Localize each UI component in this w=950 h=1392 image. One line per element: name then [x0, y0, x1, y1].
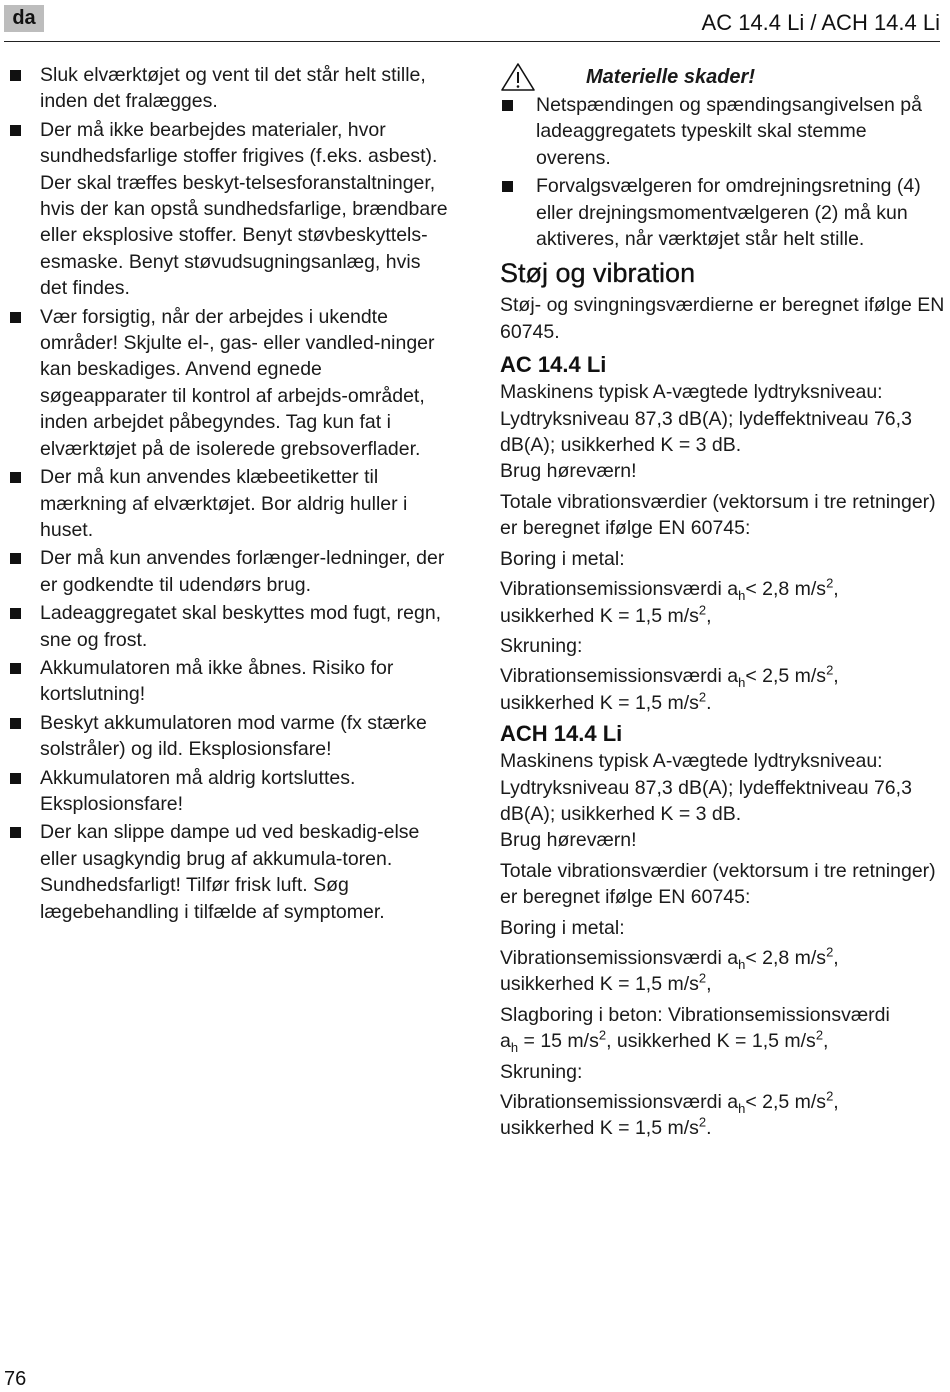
vibration-intro: Totale vibrationsværdier (vektorsum i tre retninger) er beregnet ifølge EN 60745: [500, 859, 936, 909]
list-item: Forvalgsvælgeren for omdrejningsretning (4) eller drejningsmomentvælgeren (2) må kun aktiveres, når værktøjet står helt stille. [500, 173, 945, 252]
noise-values: Lydtryksniveau 87,3 dB(A); lydeffektniveau 76,3 dB(A); usikkerhed K = 3 dB. [500, 776, 912, 825]
warning-header [500, 62, 945, 92]
model-title: AC 14.4 Li / ACH 14.4 Li [701, 10, 940, 35]
noise-intro: Støj- og svingningsværdierne er beregnet ifølge EN 60745. [500, 294, 945, 343]
noise-values: Lydtryksniveau 87,3 dB(A); lydeffektniveau 76,3 dB(A); usikkerhed K = 3 dB. [500, 407, 912, 457]
list-item: Netspændingen og spændingsangivelsen på ladeaggregatets typeskilt skal stemme overens. [500, 92, 945, 171]
list-item: Beskyt akkumulatoren mod varme (fx stærke solstråler) og ild. Eksplosionsfare! [8, 710, 448, 763]
list-item: Sluk elværktøjet og vent til det står helt stille, inden det fralægges. [8, 62, 448, 115]
ear-protection-note: Brug høreværn! [500, 460, 637, 483]
noise-level-intro: Maskinens typisk A-vægtede lydtryksniveau: [500, 381, 883, 404]
subsection-heading-ach: ACH 14.4 Li [500, 721, 623, 747]
warning-bullet-list [500, 92, 945, 252]
drill-metal-label: Boring i metal: [500, 916, 625, 939]
impact-drill-label: Slagboring i beton: Vibrationsemissionsværdi [500, 1003, 890, 1026]
drill-metal-uncertainty: usikkerhed K = 1,5 $m/s^2$, [500, 602, 712, 627]
screw-label: Skruning: [500, 1060, 583, 1083]
list-item: Vær forsigtig, når der arbejdes i ukendte områder! Skjulte el-, gas- eller vandled-ninger kan beskadiges. Anvend egnede søgeapparater til kontrol af arbejds-området, inden arbejdet påbegyndes. Tag kun fat i elværktøjet på de isolerede grebsoverflader. [8, 304, 448, 462]
drill-metal-value: Vibrationsemissionsværdi $a_h< 2,8$ $m/s^2$, [500, 575, 839, 603]
right-column [500, 62, 945, 1146]
screw-uncertainty: usikkerhed K = 1,5 $m/s^2$. [500, 1114, 712, 1140]
list-item: Der må kun anvendes klæbeetiketter til mærkning af elværktøjet. Bor aldrig huller i huset. [8, 464, 448, 543]
header-rule [4, 41, 940, 42]
list-item: Der må ikke bearbejdes materialer, hvor sundhedsfarlige stoffer frigives (f.eks. asbest). Der skal træffes beskyt-telsesforanstaltninger, hvis der kan opstå sundhedsfarlige, brændbare eller eksplosive stoffer. Benyt støvbeskyttels-esmaske. Benyt støvudsugningsanlæg, hvis det findes. [8, 117, 448, 302]
left-column [8, 62, 448, 927]
warning-title: Materielle skader! [586, 65, 755, 88]
screw-value: Vibrationsemissionsværdi $a_h< 2,5$ $m/s^2$, [500, 662, 839, 691]
list-item: Der må kun anvendes forlænger-ledninger, der er godkendte til udendørs brug. [8, 545, 448, 598]
screw-label: Skruning: [500, 634, 583, 657]
list-item: Der kan slippe dampe ud ved beskadig-else eller usagkyndig brug af akkumula-toren. Sundhedsfarligt! Tilfør frisk luft. Søg lægebehandling i tilfælde af symptomer. [8, 819, 448, 925]
vibration-intro: Totale vibrationsværdier (vektorsum i tre retninger) er beregnet ifølge EN 60745: [500, 490, 936, 540]
drill-metal-value: Vibrationsemissionsværdi $a_h< 2,8$ $m/s^2$, [500, 944, 839, 972]
impact-drill-value: $a_h = 15$ $m/s^2$, usikkerhed K = 1,5 $m/s^2$, [500, 1027, 829, 1056]
list-item: Ladeaggregatet skal beskyttes mod fugt, regn, sne og frost. [8, 600, 448, 653]
drill-metal-uncertainty: usikkerhed K = 1,5 $m/s^2$, [500, 970, 712, 996]
list-item: Akkumulatoren må aldrig kortsluttes. Eksplosionsfare! [8, 765, 448, 818]
language-badge: da [4, 5, 44, 32]
drill-metal-label: Boring i metal: [500, 547, 625, 570]
section-title: Støj og vibration [500, 258, 696, 289]
warning-triangle-icon [500, 62, 536, 92]
screw-uncertainty: usikkerhed K = 1,5 $m/s^2$. [500, 689, 712, 714]
page-number: 76 [4, 1368, 27, 1390]
subsection-heading-ac: AC 14.4 Li [500, 352, 607, 378]
screw-value: Vibrationsemissionsværdi $a_h< 2,5$ $m/s^2$, [500, 1088, 839, 1116]
noise-level-intro: Maskinens typisk A-vægtede lydtryksniveau: [500, 750, 883, 773]
ear-protection-note: Brug høreværn! [500, 829, 637, 852]
safety-bullet-list [8, 62, 448, 925]
list-item: Akkumulatoren må ikke åbnes. Risiko for kortslutning! [8, 655, 448, 708]
